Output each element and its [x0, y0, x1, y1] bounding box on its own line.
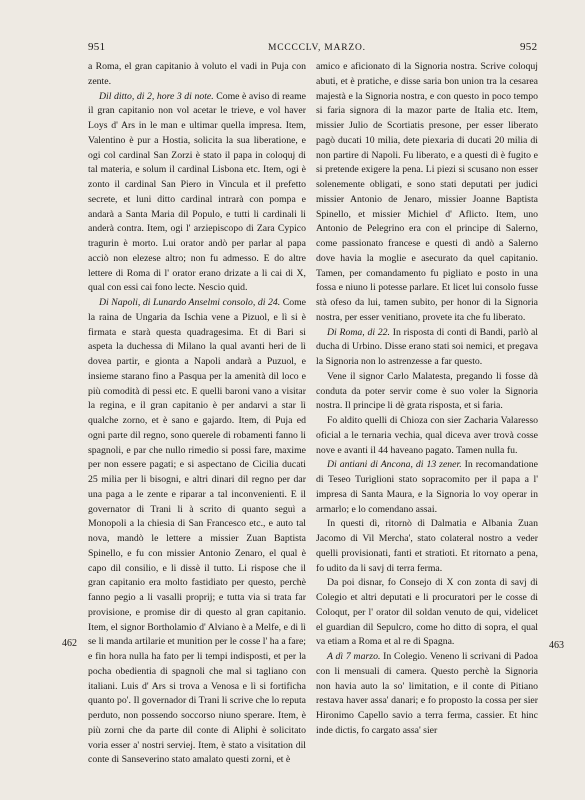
paragraph — [316, 60, 538, 326]
paragraph-dateline: Di Napoli, di Lunardo Anselmi consolo, di 24. — [99, 297, 281, 308]
paragraph — [316, 576, 538, 650]
page-number-right: 952 — [520, 41, 538, 53]
paragraph — [316, 414, 538, 458]
left-text-column — [88, 60, 306, 768]
margin-number-right: 463 — [549, 640, 564, 651]
page-number-left: 951 — [88, 41, 106, 53]
paragraph-text: Come è aviso di reame il gran capitanio non vol acetar le trieve, e vol haver Loys d' Ars in le man e ultimar quella impresa. Item, Valentino è pur a Hostia, solicita la sua liberatione, e ogi col cardinal San Zorzi è stato il papa in coloquj di tal materia, e solum il cardinal Lisbona etc. Item, ogi è zonto il cardinal San Piero in Vincula et il prefetto secrete, et luni ditto cardinal intrarà con pompa e andarà a Santa Maria dil Populo, e tutti li cardinali li anderà contra. Item, ogi l' arziepiscopo di Zara Cypico tragurin è morto. Lui orator andò per parlar al papa acciò non elezese altro; non fu admesso. E do altre lettere di Roma di l' orator erano drizate a li cai di X, qual con essi cai fono lecte. Nescio quid. — [88, 90, 306, 294]
paragraph-dateline: A dì 7 marzo. — [327, 651, 381, 662]
paragraph — [316, 458, 538, 517]
paragraph — [88, 90, 306, 297]
paragraph — [316, 517, 538, 576]
paragraph-dateline: Di Roma, di 22. — [327, 326, 390, 338]
paragraph-text: In recomandatione di Teseo Turiglioni stato sopracomito per il papa a l' impresa di Santa Maura, e la Signoria lo voy operar in armarlo; e lo comendano assai. — [316, 459, 538, 515]
running-title: MCCCCLV, MARZO. — [268, 43, 366, 53]
paragraph-text: In Colegio. Veneno li scrivani di Padoa con li mensuali di camera. Questo perchè la Signoria non havia auto la so' limitation, e il conte di Pitiano restava haver assa' danari; e fo proposto la cossa per sier Hironimo Capello savio a terra ferma, cassier. Et hinc inde dictis, fo cargato assa' sier — [316, 651, 538, 736]
paragraph-dateline: Dil ditto, di 2, hore 3 di note. — [99, 90, 214, 102]
right-text-column — [316, 60, 538, 739]
paragraph — [88, 296, 306, 768]
paragraph-text: In questi dì, ritornò di Dalmatia e Albania Zuan Jacomo di Vil Mercha', stato colateral nostro a veder quelli provisionati, fanti et stratioti. Et ritornato a pena, fo udito da li savj di terra ferma. — [316, 518, 538, 574]
paragraph-text: Fo aldito quelli di Chioza con sier Zacharia Valaresso oficial a le ternaria vechia, qual diceva aver trovà cosse nove e avanti il 44 haveano pagato. Tamen nulla fu. — [316, 415, 538, 456]
paragraph — [316, 650, 538, 739]
paragraph-text: Da poi disnar, fo Consejo di X con zonta di savj di Colegio et altri deputati e li procuratori per le cosse di Coloqut, per l' orator dil soldan venuto de qui, videlicet el guardian dil Sepulcro, come ho ditto di sopra, el qual va etiam a Roma et al re di Spagna. — [316, 577, 538, 648]
paragraph-text: amico e aficionato di la Signoria nostra. Scrive coloquj abuti, et è pratiche, e disse saria bon union tra la cesarea majestà e la Signoria nostra, e con questo in poco tempo si faria signora di la mazor parte de Italia etc. Item, missier Julio de Scortiatis presone, per esser liberato pagò ducati 10 milia, dete piexaria di ducati 20 milia di non partire di Napoli. Fu liberato, e a questi dì è fugito e si pretende exigere la pena. Li piezi si scusano non esser solenemente obligati, e sono stati deputati per judici missier Antonio de Jenaro, missier Joanne Baptista Spinello, et missier Michiel d' Aflicto. Item, uno Antonio de Pelegrino era con el principe di Salerno, come passionato francese e questi dì andò a Salerno dove havia la moglie e asecurato da quel capitanio. Tamen, per comandamento fu pigliato e posto in una fossa e niuno li potesse parlare. Et licet lui consolo fusse stà ofeso da lui, tamen subito, per honor di la Signoria nostra, per esser venitiano, provete ita che fu liberato. — [316, 61, 538, 323]
paragraph — [316, 370, 538, 414]
paragraph-text: a Roma, el gran capitanio à voluto el vadi in Puja con zente. — [88, 61, 306, 87]
paragraph-text: Come la raina de Ungaria da Ischia vene a Pizuol, e lì si è firmata e starà questa quadragesima. Et di Bari si aspeta la duchessa di Milano la qual avanti heri de lì dovea partir, e gionta a Napoli andarà a Puzuol, e insieme starano fino a Pasqua per la amenità dil loco e più comodità di pessi etc. E quelli baroni vano a visitar la regina, e il gran capitanio è per andarvi a star lì qualche zorno, et è sano e gajardo. Item, di Puja ed ogni parte dil regno, sono querele di robamenti fanno li spagnoli, e par che nullo rimedio si possi fare, maxime per non essere pagati; e si aspectano de Cicilia ducati 25 milia per li bisogni, e altri dinari dil regno per dar una paga a le zente e riparar a tal inconvenienti. E il governator di Trani li à scrito di quanto seguì a Monopoli a la chiesia di San Francesco etc., e auto tal nova, mandò le lettere a missier Zuan Baptista Spinello, e fu con missier Antonio Zenaro, el qual è capo dil consilio, e li dissè il tutto. Li rispose che il gran capitanio era molto fastidiato per questo, perchè fanno pegio a li vasalli proprij; e tutta via si trata far provisione, e promise dir di questo al gran capitanio. Item, el signor Bortholamio d' Alviano è a Melfe, e di lì se li manda artilarie et munition per le cosse l' ha a fare; e fin hora nulla ha fato per li tempi indisposti, et per la pocha obedientia di spagnoli che mal si tagliano con italiani. Luis d' Ars si trova a Venosa e lì si fortificha quanto po'. Il governador di Trani li scrive che lo reputa perduto, non possendo soccorso niuno sperare. Item, è più zorni che da parte dil conte di Aliphi è solicitato voria esser a' nostri serviej. Item, è stato a visitation dil conte di Sanseverino stato amalato questi zorni, et è — [88, 297, 306, 766]
paragraph-text: In risposta di conti di Bandi, parlò al ducha di Urbino. Disse erano stati soi nemici, et pregava la Signoria non lo astrenzesse a far questo. — [316, 326, 538, 367]
paragraph — [316, 326, 538, 370]
paragraph-dateline: Di antiani di Ancona, di 13 zener. — [327, 459, 462, 471]
paragraph-text: Vene il signor Carlo Malatesta, pregando li fosse dà conduta da poter servir come è suo voler la Signoria nostra. Il principe li dè grata risposta, et si faria. — [316, 370, 538, 412]
paragraph — [88, 60, 306, 90]
margin-number-left: 462 — [62, 638, 77, 649]
